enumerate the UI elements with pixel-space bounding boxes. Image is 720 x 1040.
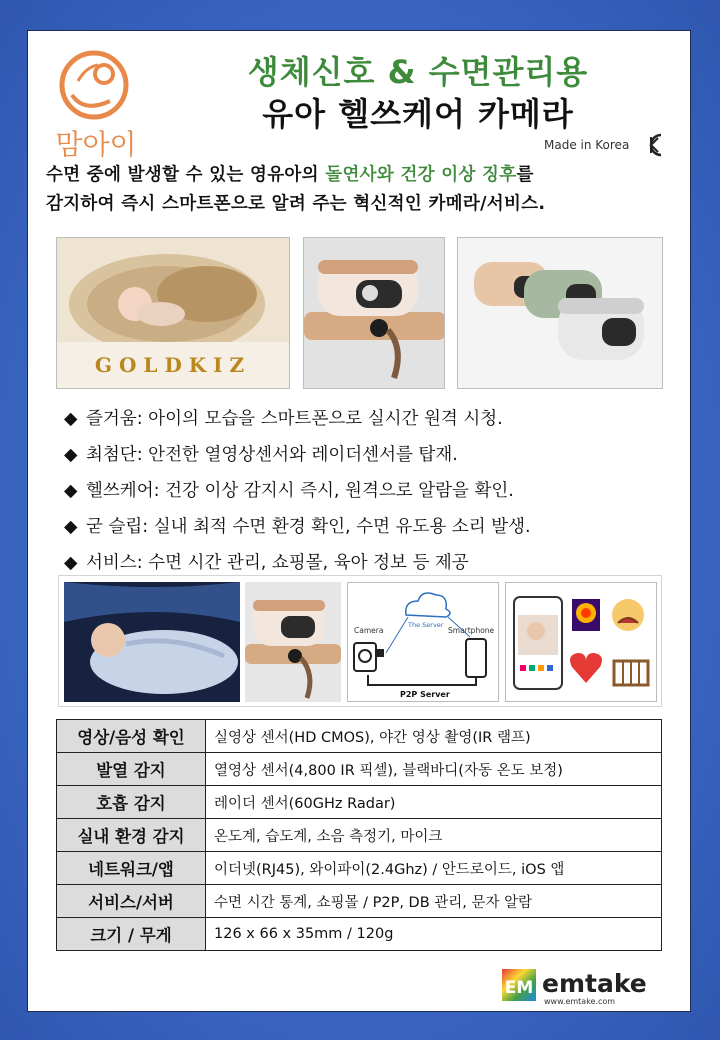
- crying-face-icon: [612, 599, 644, 631]
- spec-key: 네트워크/앱: [57, 852, 206, 885]
- diamond-bullet-icon: ◆: [64, 481, 78, 501]
- spec-value: 실영상 센서(HD CMOS), 야간 영상 촬영(IR 램프): [206, 720, 662, 753]
- phone-app-icon: [514, 597, 562, 689]
- intro-line2: 감지하여 즉시 스마트폰으로 알려 주는 혁신적인 카메라/서비스.: [46, 194, 546, 214]
- camera-device-icon: [354, 643, 384, 671]
- crib-icon: [614, 661, 648, 685]
- feature-item: [64, 509, 674, 545]
- feature-text: 즐거움: 아이의 모습을 스마트폰으로 실시간 원격 시청.: [86, 409, 503, 429]
- feature-text: 굳 슬립: 실내 최적 수면 환경 확인, 수면 유도용 소리 발생.: [86, 517, 531, 537]
- table-row: [57, 786, 662, 819]
- p2p-server-label: P2P Server: [400, 690, 450, 699]
- spec-value: 레이더 센서(60GHz Radar): [206, 786, 662, 819]
- spec-key: 영상/음성 확인: [57, 720, 206, 753]
- heart-rate-icon: [570, 653, 602, 683]
- diamond-bullet-icon: ◆: [64, 409, 78, 429]
- p2p-server-diagram: [347, 582, 499, 702]
- intro-highlight: 돌연사와 건강 이상 징후: [325, 165, 517, 185]
- logo-text: 맘아이: [55, 128, 137, 161]
- spec-table: [56, 719, 662, 951]
- intro-text: [46, 161, 676, 219]
- smartphone-icon: [466, 639, 486, 677]
- title-line2: 유아 헬쓰케어 카메라: [262, 95, 574, 133]
- smartphone-label: Smartphone: [448, 626, 495, 635]
- emtake-logo: [502, 967, 682, 1007]
- camera-closeup-photo: [245, 582, 341, 702]
- table-row: [57, 753, 662, 786]
- spec-value: 열영상 센서(4,800 IR 픽셀), 블랙바디(자동 온도 보정): [206, 753, 662, 786]
- feature-text: 서비스: 수면 시간 관리, 쇼핑몰, 육아 정보 등 제공: [86, 553, 469, 573]
- svg-text:EM: EM: [504, 978, 534, 998]
- feature-item: [64, 473, 674, 509]
- sleeping-baby-night-photo: [64, 582, 240, 702]
- footer-url: www.emtake.com: [544, 997, 616, 1006]
- cloud-server-icon: [406, 593, 450, 617]
- camera-on-rail-photo: [303, 237, 445, 389]
- table-row: [57, 819, 662, 852]
- spec-value: 온도계, 습도계, 소음 측정기, 마이크: [206, 819, 662, 852]
- table-row: [57, 918, 662, 951]
- feature-item: [64, 401, 674, 437]
- intro-line1-b: 를: [516, 165, 534, 185]
- spec-key: 발열 감지: [57, 753, 206, 786]
- title-line1: 생체신호 & 수면관리용: [247, 53, 589, 91]
- camera-label: Camera: [354, 626, 384, 635]
- camera-colors-photo: [457, 237, 663, 389]
- spec-value: 126 x 66 x 35mm / 120g: [206, 918, 662, 951]
- brand-logo: [46, 41, 146, 171]
- feature-item: [64, 437, 674, 473]
- feature-text: 최첨단: 안전한 열영상센서와 레이더센서를 탑재.: [86, 445, 458, 465]
- spec-key: 호흡 감지: [57, 786, 206, 819]
- image-strip: [58, 575, 662, 707]
- spec-key: 서비스/서버: [57, 885, 206, 918]
- diamond-bullet-icon: ◆: [64, 445, 78, 465]
- diamond-bullet-icon: ◆: [64, 517, 78, 537]
- baby-bassinet-photo: [56, 237, 290, 389]
- server-label: The Server: [408, 621, 444, 629]
- table-row: [57, 720, 662, 753]
- table-row: [57, 852, 662, 885]
- table-row: [57, 885, 662, 918]
- thermal-image-icon: [572, 599, 600, 631]
- kc-mark-icon: [646, 132, 664, 162]
- flyer-sheet: [27, 30, 691, 1012]
- footer-brand: emtake: [542, 969, 647, 998]
- app-features-collage: [505, 582, 657, 702]
- spec-key: 크기 / 무게: [57, 918, 206, 951]
- spec-value: 이더넷(RJ45), 와이파이(2.4Ghz) / 안드로이드, iOS 앱: [206, 852, 662, 885]
- feature-list: [64, 401, 674, 581]
- spec-key: 실내 환경 감지: [57, 819, 206, 852]
- feature-text: 헬쓰케어: 건강 이상 감지시 즉시, 원격으로 알람을 확인.: [86, 481, 514, 501]
- intro-line1-a: 수면 중에 발생할 수 있는 영유아의: [46, 165, 326, 185]
- diamond-bullet-icon: ◆: [64, 553, 78, 573]
- goldkiz-caption: GOLDKIZ: [57, 342, 289, 388]
- made-in-label: Made in Korea: [544, 138, 630, 152]
- spec-value: 수면 시간 통계, 쇼핑몰 / P2P, DB 관리, 문자 알람: [206, 885, 662, 918]
